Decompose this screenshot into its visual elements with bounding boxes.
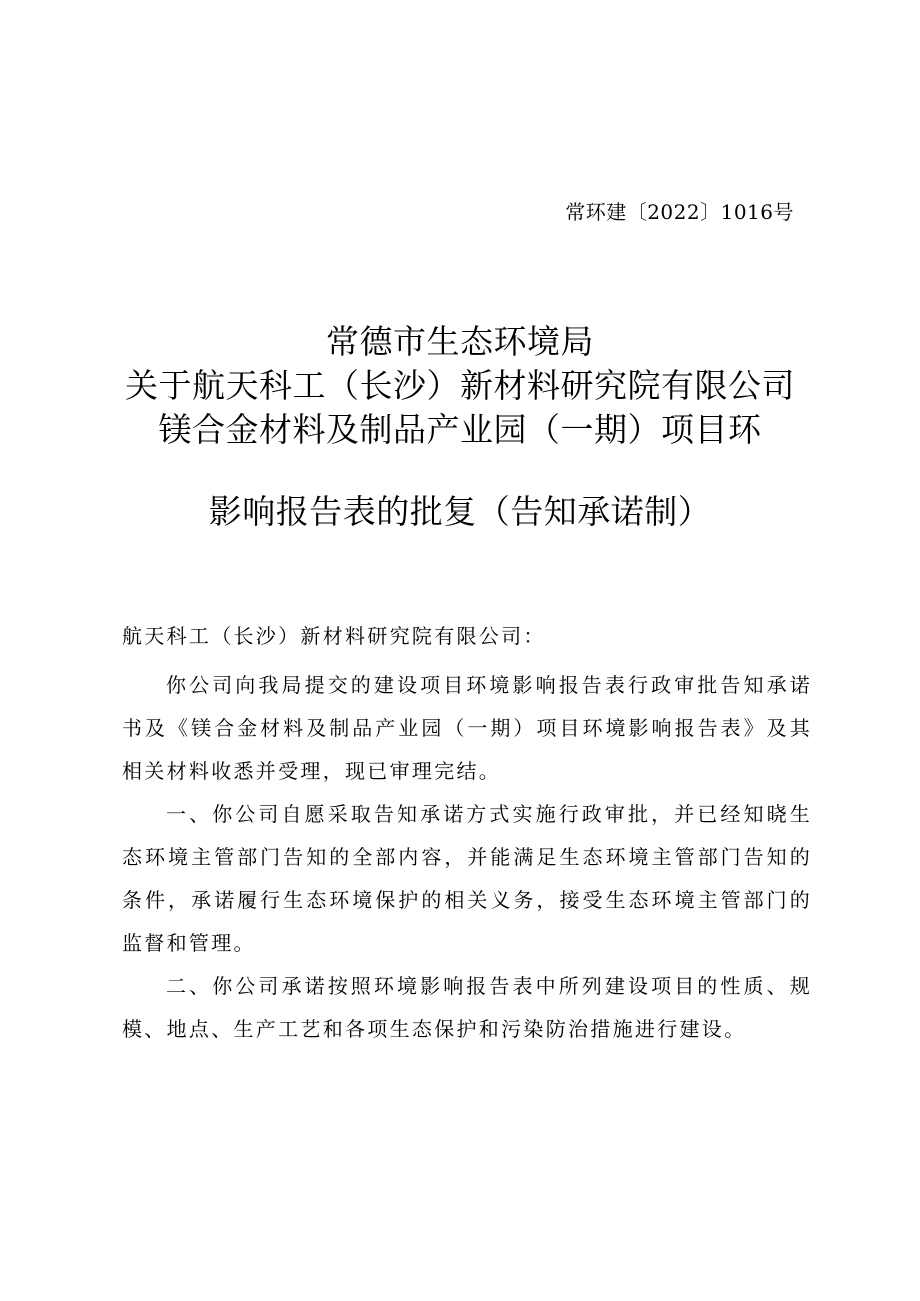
paragraph-1-container bbox=[122, 664, 812, 793]
title-line-3-container bbox=[0, 408, 920, 452]
paragraph-2: 一、你公司自愿采取告知承诺方式实施行政审批，并已经知晓生态环境主管部门告知的全部内容，并能满足生态环境主管部门告知的条件，承诺履行生态环境保护的相关义务，接受生态环境主管部门的监督和管理。 bbox=[122, 802, 812, 955]
paragraph-2-container bbox=[122, 793, 812, 965]
title-line-3: 镁合金材料及制品产业园（一期）项目环 bbox=[158, 410, 762, 449]
paragraph-3: 二、你公司承诺按照环境影响报告表中所列建设项目的性质、规模、地点、生产工艺和各项生态保护和污染防治措施进行建设。 bbox=[122, 974, 812, 1041]
document-number: 常环建〔2022〕1016号 bbox=[565, 200, 794, 224]
title-line-2-container bbox=[0, 364, 920, 408]
title-line-4: 影响报告表的批复（告知承诺制） bbox=[208, 492, 712, 531]
salutation: 航天科工（长沙）新材料研究院有限公司： bbox=[122, 624, 546, 648]
title-line-4-container bbox=[0, 490, 920, 534]
title-line-2: 关于航天科工（长沙）新材料研究院有限公司 bbox=[125, 366, 795, 405]
paragraph-3-container bbox=[122, 965, 812, 1051]
title-line-1: 常德市生态环境局 bbox=[326, 322, 594, 361]
paragraph-1: 你公司向我局提交的建设项目环境影响报告表行政审批告知承诺书及《镁合金材料及制品产业园（一期）项目环境影响报告表》及其相关材料收悉并受理，现已审理完结。 bbox=[122, 673, 812, 783]
title-line-1-container bbox=[0, 320, 920, 364]
